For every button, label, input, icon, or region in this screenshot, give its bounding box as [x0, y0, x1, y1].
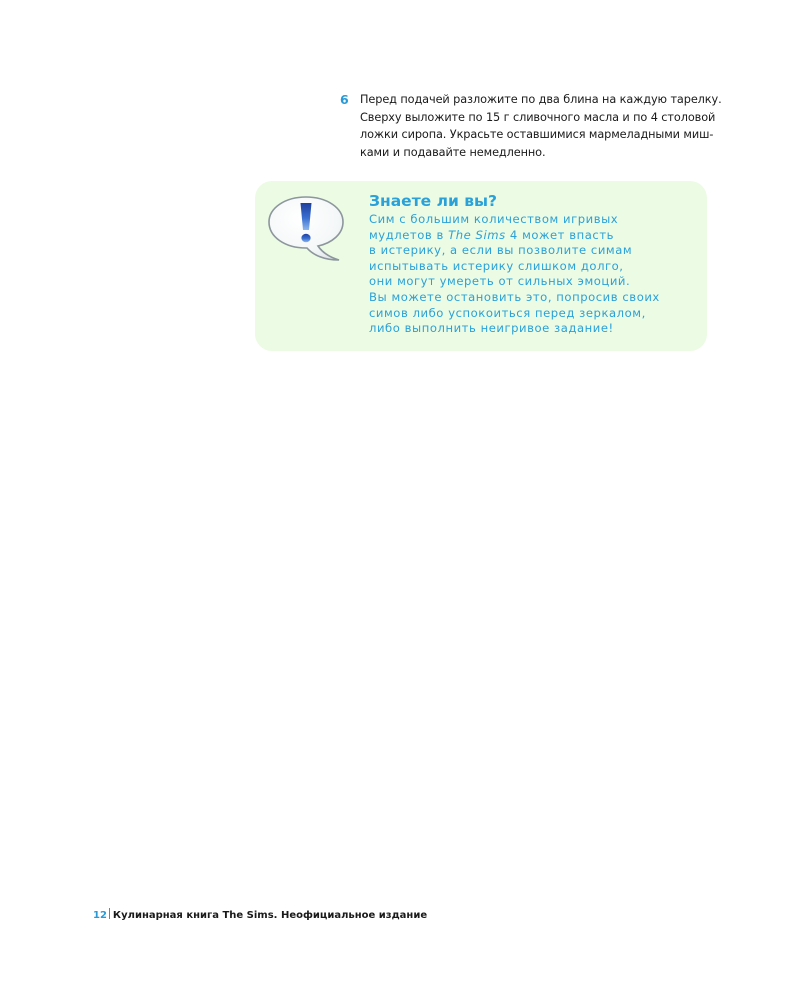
tip-line-text: 4 может впасть: [505, 227, 615, 242]
tip-line: испытывать истерику слишком долго,: [369, 258, 624, 273]
step-text-line: Сверху выложите по 15 г сливочного масла и по 4 столовой: [360, 110, 716, 124]
step-number: 6: [340, 92, 349, 107]
page-number: 12: [93, 910, 107, 921]
tip-content: [369, 192, 699, 337]
tip-line: Вы можете остановить это, попросив своих: [369, 289, 660, 304]
tip-body: [369, 212, 699, 337]
step-text-line: ками и подавайте немедленно.: [360, 145, 546, 159]
tip-title: Знаете ли вы?: [369, 192, 498, 210]
step-text-line: ложки сиропа. Украсьте оставшимися мармеладными миш-: [360, 128, 714, 141]
step-text: [340, 91, 740, 161]
tip-line: либо выполнить неигривое задание!: [369, 321, 614, 336]
tip-line: симов либо успокоиться перед зеркалом,: [369, 305, 646, 320]
game-title-italic: The Sims: [448, 227, 506, 242]
exclamation-speech-bubble-icon: [266, 194, 346, 262]
book-title: Кулинарная книга The Sims. Неофициальное издание: [112, 910, 428, 921]
step-text-line: Перед подачей разложите по два блина на каждую тарелку.: [360, 93, 722, 106]
page-footer: [93, 908, 427, 923]
tip-line: [369, 228, 699, 244]
tip-line: они могут умереть от сильных эмоций.: [369, 274, 631, 289]
recipe-step: [340, 91, 740, 161]
tip-line-text: мудлетов в: [369, 227, 449, 242]
footer-divider: [109, 908, 110, 919]
tip-line: в истерику, а если вы позволите симам: [369, 243, 633, 258]
tip-line: Сим с большим количеством игривых: [369, 212, 619, 226]
